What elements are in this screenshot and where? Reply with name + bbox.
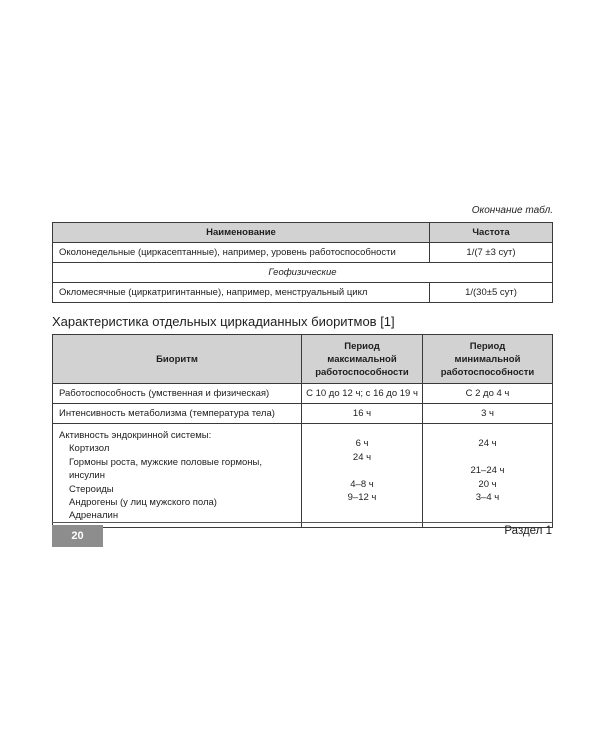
endocrine-item: Кортизол [69,443,110,455]
table-header-row [53,223,553,243]
row-max: 16 ч [302,404,423,424]
endocrine-max-value [302,464,422,477]
row-frequency: 1/(30±5 сут) [430,283,553,303]
header-line: минимальной [454,353,521,365]
endocrine-min-value: 24 ч [478,438,497,450]
column-header-frequency: Частота [430,223,553,243]
row-min: 3 ч [423,404,553,424]
row-name: Окломесячные (циркатригинтанные), например, менструальный цикл [53,283,430,303]
endocrine-names [53,424,302,528]
row-name: Околонедельные (циркасептанные), например, уровень работоспособности [53,243,430,263]
header-line: Период [469,340,506,352]
table-subheading-row [53,263,553,283]
endocrine-item: Гормоны роста, мужские половые гормоны, инсулин [69,456,263,482]
row-min: С 2 до 4 ч [423,384,553,404]
header-line: Период [344,340,380,352]
endocrine-max-value: 9–12 ч [347,492,377,504]
section-title: Характеристика отдельных циркадианных биоритмов [1] [52,314,395,329]
frequency-table [52,222,553,303]
row-name: Работоспособность (умственная и физическая) [53,384,302,404]
column-header-biorhythm: Биоритм [53,335,302,384]
table-row [53,384,553,404]
section-label: Раздел 1 [504,525,552,537]
endocrine-max-value: 6 ч [355,438,369,450]
endocrine-min [423,424,553,528]
header-line: работоспособности [440,366,535,378]
endocrine-title: Активность эндокринной системы: [59,430,212,441]
table-row [53,243,553,263]
table-row-endocrine [53,424,553,528]
continuation-label: Окончание табл. [471,205,553,216]
column-header-name: Наименование [53,223,430,243]
endocrine-item: Андрогены (у лиц мужского пола) [69,497,217,509]
row-max: С 10 до 12 ч; с 16 до 19 ч [302,384,423,404]
column-header-min [423,335,553,384]
endocrine-item: Стероиды [69,483,114,495]
endocrine-min-value: 3–4 ч [475,492,500,504]
row-name: Интенсивность метаболизма (температура тела) [53,404,302,424]
subheading: Геофизические [53,263,553,283]
endocrine-min-value: 20 ч [478,478,497,490]
header-line: максимальной [327,353,397,365]
table-row [53,283,553,303]
column-header-max [302,335,423,384]
endocrine-item: Адреналин [69,510,119,522]
table-header-row [53,335,553,384]
endocrine-max-value: 4–8 ч [350,478,374,490]
table-row [53,404,553,424]
endocrine-min-value: 21–24 ч [470,465,505,477]
endocrine-max-value: 24 ч [352,451,372,463]
footer-divider [52,522,553,523]
biorhythm-table [52,334,553,528]
row-frequency: 1/(7 ±3 сут) [430,243,553,263]
endocrine-min-value [423,451,552,464]
header-line: работоспособности [315,366,409,378]
endocrine-max [302,424,423,528]
page-number: 20 [52,525,103,547]
